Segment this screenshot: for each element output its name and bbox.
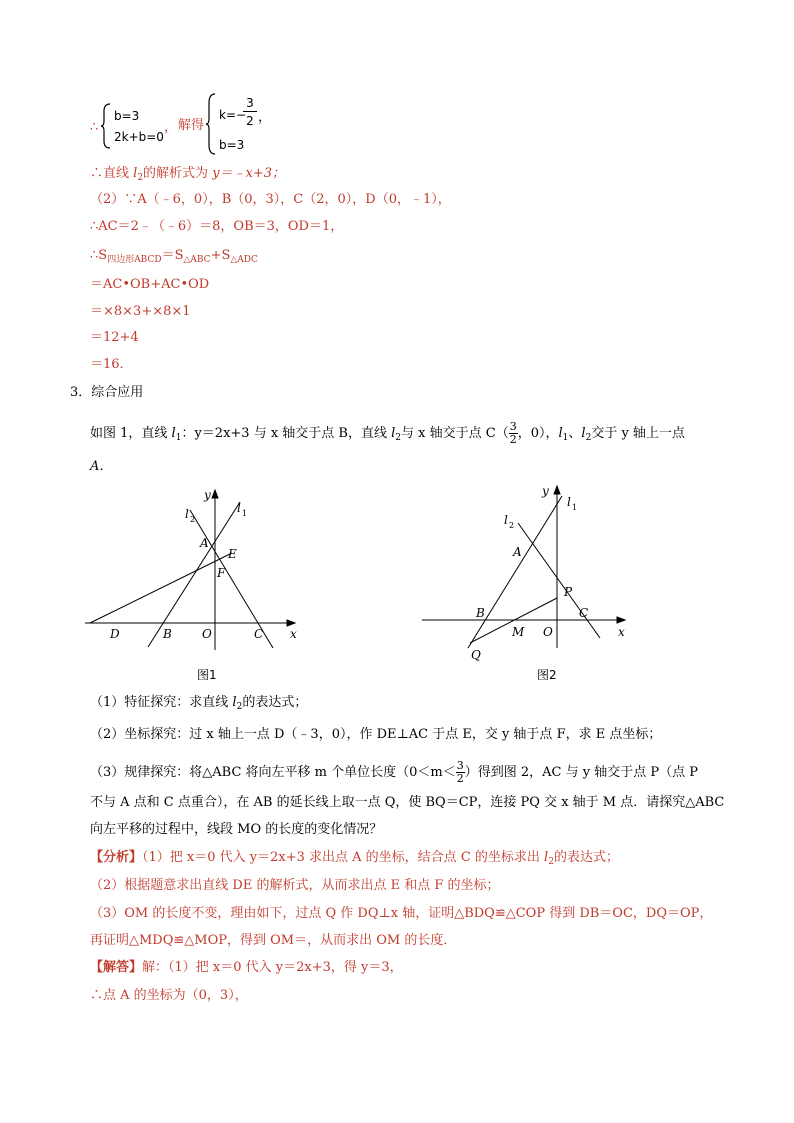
sys-comma: ， — [164, 120, 178, 135]
b-value: b=3 — [219, 138, 245, 152]
part2-area-formula: $\therefore S_{四边形ABCD}=S_{\triangle ABC}+S_{\triangle ADC}$ — [90, 248, 258, 265]
fig2-l1-sub: 1 — [572, 503, 578, 512]
question-3-stem-end: A． — [90, 459, 113, 474]
figure-2-caption: 图2 — [537, 668, 557, 682]
part2-step1: ＝AC•OB+AC•OD — [90, 277, 210, 292]
l2-expression: ∴直线 $l_2$的解析式为 y＝﹣x+3； — [90, 166, 286, 183]
fig2-point-P: P — [564, 585, 573, 599]
fig1-point-D: D — [110, 627, 120, 641]
fig2-x-label: x — [618, 625, 625, 639]
equation-b: b=3 — [114, 109, 140, 123]
part2-lengths: ∴AC＝2﹣（﹣6）＝8，OB＝3，OD＝1， — [90, 219, 344, 234]
fig2-point-B: B — [476, 606, 485, 620]
y-axis-arrow — [554, 486, 560, 494]
figure-2 — [420, 478, 635, 663]
k-comma: ， — [258, 110, 272, 125]
fig1-l1-label: l — [237, 501, 241, 515]
equation-2k-b: 2k+b=0 — [114, 130, 164, 144]
question-3-part3-line3: 向左平移的过程中，线段 MO 的长度的变化情况？ — [90, 822, 383, 837]
part2-step3: ＝12+4 — [90, 330, 139, 345]
k-numerator: 3 — [246, 96, 254, 110]
k-denominator: 2 — [246, 114, 254, 128]
fig1-point-A: A — [200, 536, 209, 550]
fig2-point-C: C — [579, 606, 589, 620]
analysis-line3: （3）OM 的长度不变，理由如下，过点 Q 作 DQ⊥x 轴，证明△BDQ≌△COP 得到 DB＝OC，DQ＝OP， — [90, 906, 713, 921]
fig1-point-C: C — [254, 627, 264, 641]
fig1-l2-label: l — [185, 507, 189, 521]
figure-1-caption: 图1 — [197, 668, 217, 682]
solve-label: 解得 — [178, 118, 205, 133]
segment-DE — [90, 553, 232, 623]
fig1-l1-sub: 1 — [242, 509, 248, 518]
question-3-stem: 如图 1，直线 $l_1$：y＝2x+3 与 x 轴交于点 B，直线 $l_2$与 x 轴交于点 C（ $\frac{3}{2}$ ，0），$l_1$、$l_2$交于 y 轴上一点 — [90, 420, 685, 446]
fig2-point-Q: Q — [471, 648, 481, 662]
y-axis-arrow — [212, 490, 218, 498]
fig1-l2-sub: 2 — [190, 515, 196, 524]
fig2-point-M: M — [512, 625, 525, 639]
part2-result: ＝16． — [90, 357, 133, 372]
answer-line1: 【解答】解：（1）把 x＝0 代入 y＝2x+3，得 y＝3， — [90, 960, 403, 975]
fig2-l2-sub: 2 — [509, 521, 515, 530]
analysis-line2: （2）根据题意求出直线 DE 的解析式，从而求出点 E 和点 F 的坐标； — [90, 878, 500, 893]
figure-1 — [80, 480, 310, 655]
fig2-l1-label: l — [567, 495, 571, 509]
fraction-bar — [243, 111, 257, 112]
fig1-point-O: O — [202, 627, 212, 641]
analysis-line1: 【分析】（1）把 x＝0 代入 y＝2x+3 求出点 A 的坐标，结合点 C 的坐标求出 $l_2$的表达式； — [90, 850, 619, 867]
fig2-point-A: A — [513, 545, 522, 559]
fig1-point-F: F — [217, 566, 226, 580]
fig1-point-B: B — [163, 627, 172, 641]
left-brace-icon — [205, 93, 217, 155]
fig1-x-label: x — [290, 627, 297, 641]
analysis-line4: 再证明△MDQ≌△MOP，得到 OM＝，从而求出 OM 的长度． — [90, 933, 457, 948]
answer-line2: ∴点 A 的坐标为（0，3）， — [90, 988, 248, 1003]
fig1-point-E: E — [228, 547, 237, 561]
part2-coordinates: （2）∵A（﹣6，0），B（0，3），C（2，0），D（0，﹣1）， — [90, 192, 451, 207]
fig2-point-O: O — [543, 625, 553, 639]
x-axis-arrow — [617, 617, 625, 623]
left-brace-icon — [100, 103, 112, 149]
therefore-symbol: ∴ — [90, 120, 99, 135]
question-3-title: 3．综合应用 — [70, 385, 144, 400]
question-3-part3: （3）规律探究：将△ABC 将向左平移 m 个单位长度（0＜m＜ $\frac{3}{2}$ ）得到图 2，AC 与 y 轴交于点 P（点 P — [90, 759, 698, 785]
k-value-prefix: k=− — [219, 108, 247, 122]
fig2-l2-label: l — [504, 513, 508, 527]
fig2-y-label: y — [542, 484, 549, 498]
x-axis-arrow — [287, 620, 295, 626]
question-3-part2: （2）坐标探究：过 x 轴上一点 D（﹣3，0），作 DE⊥AC 于点 E，交 y 轴于点 F，求 E 点坐标； — [90, 727, 662, 742]
question-3-part3-line2: 不与 A 点和 C 点重合），在 AB 的延长线上取一点 Q，使 BQ＝CP，连接 PQ 交 x 轴于 M 点．请探究△ABC — [90, 795, 725, 810]
fig1-y-label: y — [204, 488, 211, 502]
line-l2 — [518, 523, 600, 638]
part2-step2: ＝×8×3+×8×1 — [90, 304, 191, 319]
question-3-part1: （1）特征探究：求直线 $l_2$的表达式； — [90, 695, 308, 712]
